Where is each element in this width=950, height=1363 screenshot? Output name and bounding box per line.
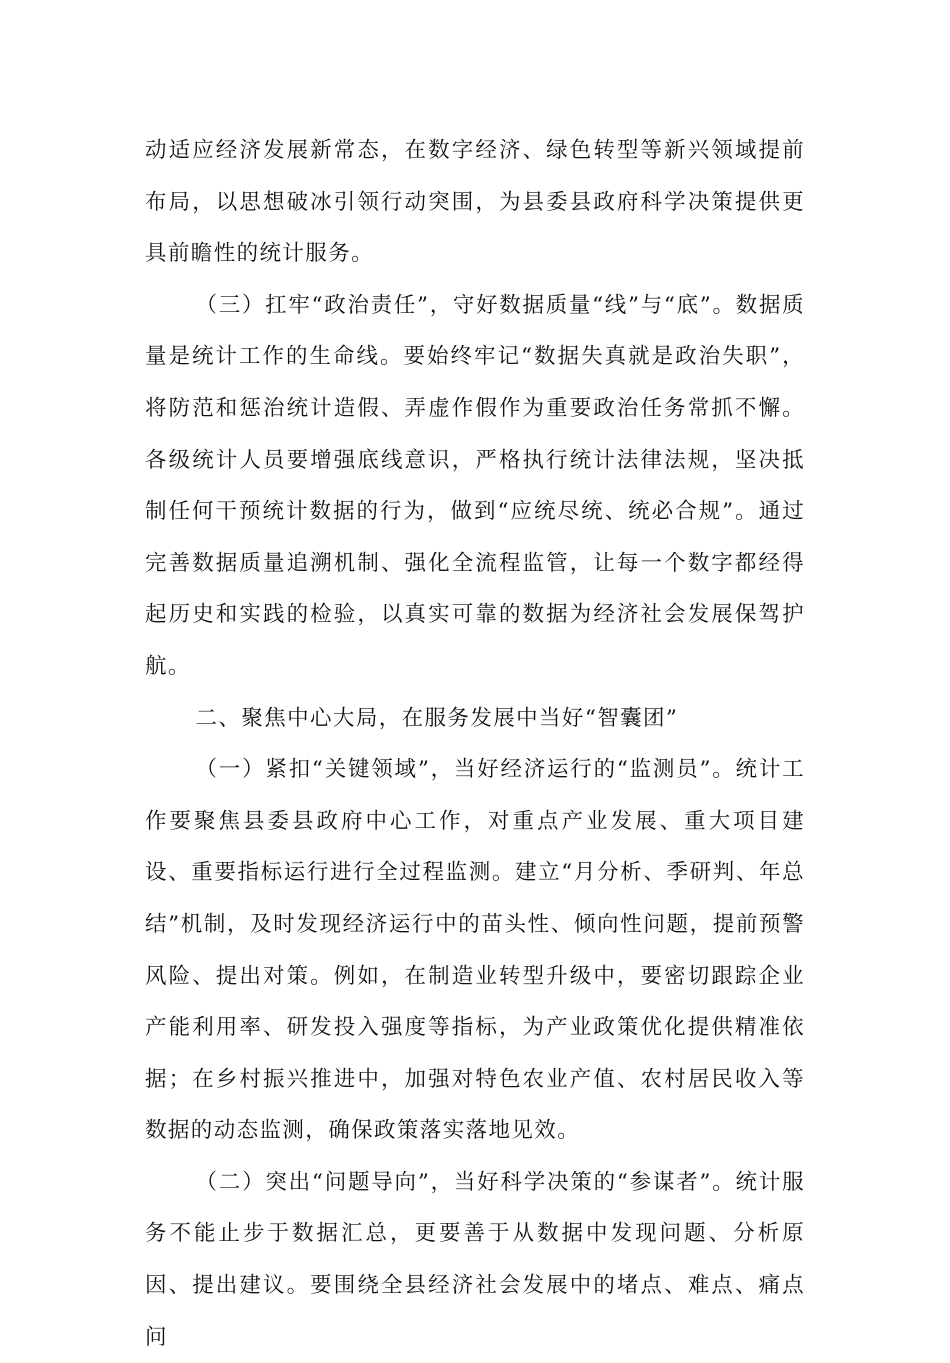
paragraph-subsection-one: （一）紧扣“关键领域”，当好经济运行的“监测员”。统计工作要聚焦县委县政府中心工作，对重点产业发展、重大项目建设、重要指标运行进行全过程监测。建立“月分析、季研判、年总结”机制，及时发现经济运行中的苗头性、倾向性问题，提前预警风险、提出对策。例如，在制造业转型升级中，要密切跟踪企业产能利用率、研发投入强度等指标，为产业政策优化提供精准依据；在乡村振兴推进中，加强对特色农业产值、农村居民收入等数据的动态监测，确保政策落实落地见效。: [145, 757, 805, 1144]
paragraph-section-three: （三）扛牢“政治责任”，守好数据质量“线”与“底”。数据质量是统计工作的生命线。要始终牢记“数据失真就是政治失职”，将防范和惩治统计造假、弄虚作假作为重要政治任务常抓不懈。各级统计人员要增强底线意识，严格执行统计法律法规，坚决抵制任何干预统计数据的行为，做到“应统尽统、统必合规”。通过完善数据质量追溯机制、强化全流程监管，让每一个数字都经得起历史和实践的检验，以真实可靠的数据为经济社会发展保驾护航。: [145, 292, 805, 679]
document-body: [145, 125, 805, 1363]
section-heading-two: 二、聚焦中心大局，在服务发展中当好“智囊团”: [195, 705, 679, 731]
paragraph-continuation: 动适应经济发展新常态，在数字经济、绿色转型等新兴领域提前布局，以思想破冰引领行动突围，为县委县政府科学决策提供更具前瞻性的统计服务。: [145, 138, 805, 267]
paragraph-subsection-two: （二）突出“问题导向”，当好科学决策的“参谋者”。统计服务不能止步于数据汇总，更要善于从数据中发现问题、分析原因、提出建议。要围绕全县经济社会发展中的堵点、难点、痛点问: [145, 1169, 805, 1350]
